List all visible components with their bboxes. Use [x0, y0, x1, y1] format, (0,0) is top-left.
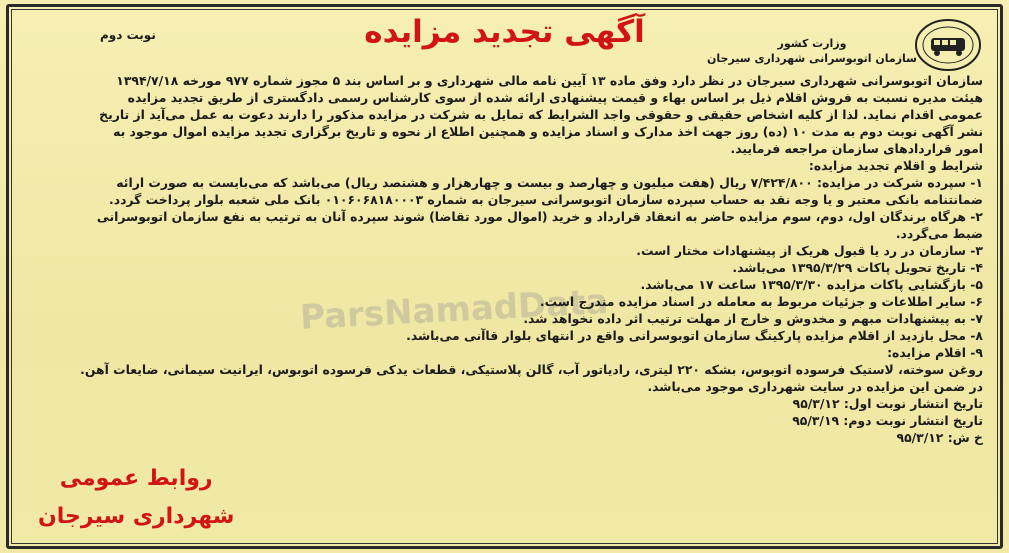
notice-line: عمومی اقدام نماید. لذا از کلیه اشخاص حقیقی و حقوقی واجد الشرایط که تمایل به شرکت در مزایده مذکور را دارند دعوت به عمل می‌آید از تاریخ: [99, 107, 983, 122]
notice-line: هیئت مدیره نسبت به فروش اقلام ذیل بر اساس بهاء و قیمت پیشنهادی ارائه شده از سوی کارشناس رسمی دادگستری از طریق تجدید مزایده: [127, 90, 983, 105]
public-relations-line1: روابط عمومی: [59, 466, 213, 491]
notice-line: ۹- اقلام مزایده:: [887, 345, 983, 360]
notice-line: شرایط و اقلام تجدید مزایده:: [808, 158, 983, 173]
notice-line: سازمان اتوبوسرانی شهرداری سیرجان در نظر دارد وفق ماده ۱۳ آیین نامه مالی شهرداری و بر اساس بند ۵ مجوز شماره ۹۷۷ مورخه ۱۳۹۴/۷/۱۸: [116, 73, 983, 88]
notice-line: ۷- به پیشنهادات مبهم و مخدوش و خارج از مهلت ترتیب اثر داده نخواهد شد.: [523, 311, 983, 326]
notice-line: ۶- سایر اطلاعات و جزئیات مربوط به معامله در اسناد مزایده مندرج است.: [539, 294, 983, 309]
notice-line: خ ش: ۹۵/۳/۱۲: [896, 430, 983, 445]
notice-title: آگهی تجدید مزایده: [364, 14, 645, 50]
public-relations-signature: [38, 460, 234, 536]
notice-line: ۱- سپرده شرکت در مزایده: ۷/۴۲۴/۸۰۰ ریال (هفت میلیون و چهارصد و بیست و چهارهزار و هشتصد ریال) می‌باشد که می‌بایست به صورت ارائه: [116, 175, 983, 190]
public-relations-line2: شهرداری سیرجان: [38, 504, 235, 529]
turn-label: نوبت دوم: [100, 28, 156, 42]
ministry-label: وزارت کشور: [777, 37, 847, 50]
notice-line: نشر آگهی نوبت دوم به مدت ۱۰ (ده) روز جهت اخذ مدارک و اسناد مزایده و همچنین اطلاع از نحوه و تاریخ برگزاری تجدید مزایده اموال موجود به: [113, 124, 983, 139]
notice-line: ضبط می‌گردد.: [895, 226, 983, 241]
organization-label: سازمان اتوبوسرانی شهرداری سیرجان: [707, 52, 917, 65]
notice-body: [24, 72, 983, 446]
notice-line: ۸- محل بازدید از اقلام مزایده پارکینگ سازمان اتوبوسرانی واقع در انتهای بلوار قاآنی می‌باشد.: [406, 328, 983, 343]
watermark: ParsNamadData: [299, 281, 610, 339]
notice-line: ۵- بازگشایی پاکات مزایده ۱۳۹۵/۳/۳۰ ساعت ۱۷ می‌باشد.: [640, 277, 983, 292]
notice-line: ضمانتنامه بانکی معتبر و یا وجه نقد به حساب سپرده سازمان اتوبوسرانی سیرجان به شماره ۰۱۰۶۰۶۸۱۸۰۰۰۳ بانک ملی شعبه بلوار پرداخت گردد.: [109, 192, 983, 207]
notice-line: ۲- هرگاه برندگان اول، دوم، سوم مزایده حاضر به انعقاد قرارداد و خرید (اموال مورد تقاضا) شوند سپرده آنان به ترتیب به نفع سازمان اتوبوسرانی: [96, 209, 983, 224]
notice-line: ۳- سازمان در رد یا قبول هریک از پیشنهادات مختار است.: [636, 243, 983, 258]
notice-line: ۴- تاریخ تحویل پاکات ۱۳۹۵/۳/۲۹ می‌باشد.: [732, 260, 983, 275]
notice-line: امور قراردادهای سازمان مراجعه فرمایید.: [730, 141, 983, 156]
notice-line: تاریخ انتشار نوبت دوم: ۹۵/۳/۱۹: [792, 413, 983, 428]
notice-line: روغن سوخته، لاستیک فرسوده اتوبوس، بشکه ۲۲۰ لیتری، رادیاتور آب، گالن پلاستیکی، قطعات یدکی فرسوده اتوبوس، ایرانیت سیمانی، ضایعات آهن.: [80, 362, 983, 377]
notice-line: در ضمن این مزایده در سایت شهرداری موجود می‌باشد.: [647, 379, 983, 394]
notice-line: تاریخ انتشار نوبت اول: ۹۵/۳/۱۲: [792, 396, 983, 411]
